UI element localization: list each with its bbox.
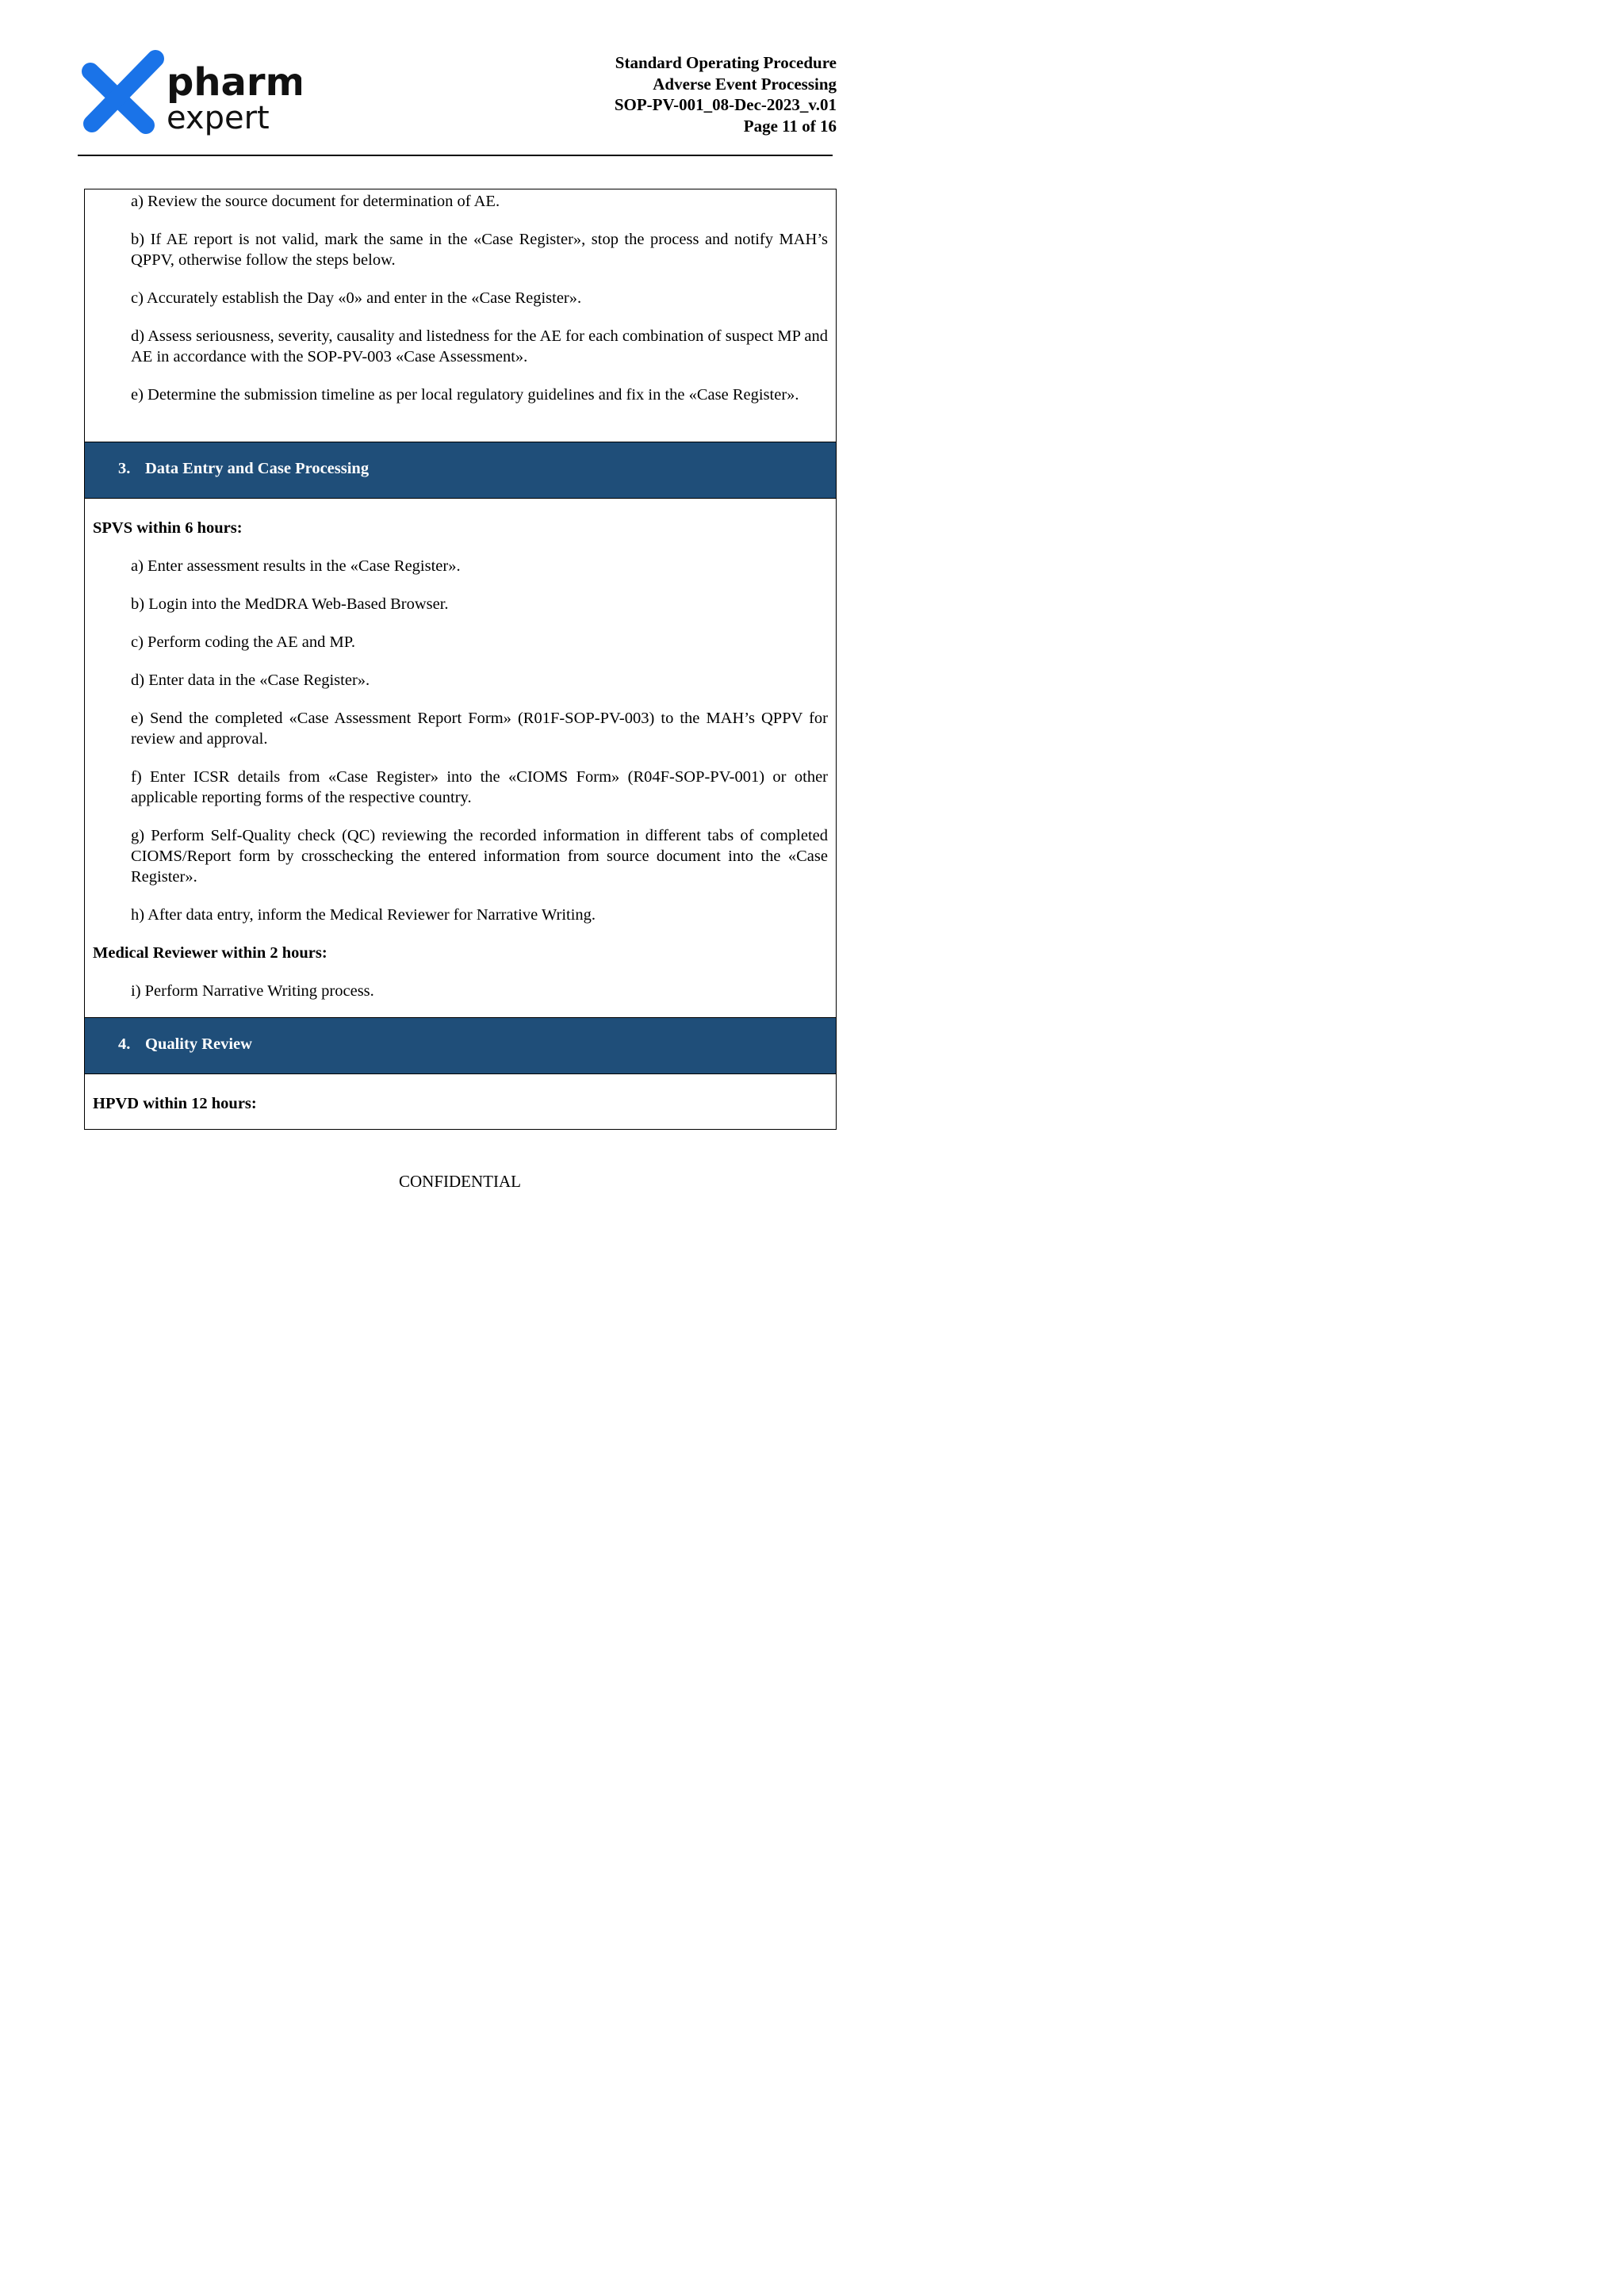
list-item: d) Enter data in the «Case Register». (131, 672, 370, 689)
section-header-4 (85, 1017, 836, 1074)
header-line-doc-id: SOP-PV-001_08-Dec-2023_v.01 (614, 95, 837, 114)
logo-text-top: pharm (167, 60, 301, 105)
section-title: Quality Review (145, 1035, 252, 1053)
header-line-subject: Adverse Event Processing (653, 74, 837, 94)
list-item: g) Perform Self-Quality check (QC) reviewing the recorded information in different tabs of completed CIOMS/Report form by crosschecking the entered information from source document into the «Case Register». (131, 827, 828, 886)
header-divider (78, 155, 833, 156)
list-item: e) Determine the submission timeline as per local regulatory guidelines and fix in the «Case Register». (131, 386, 799, 404)
logo-text-bottom: expert (167, 100, 270, 136)
role-heading: HPVD within 12 hours: (93, 1095, 257, 1112)
role-heading: Medical Reviewer within 2 hours: (93, 944, 327, 962)
procedure-table (84, 189, 837, 1130)
list-item: c) Perform coding the AE and MP. (131, 633, 355, 651)
list-item: d) Assess seriousness, severity, causality and listedness for the AE for each combination of suspect MP and AE in accordance with the SOP-PV-003 «Case Assessment». (131, 327, 828, 365)
header-line-title: Standard Operating Procedure (615, 53, 837, 72)
list-item: e) Send the completed «Case Assessment Report Form» (R01F-SOP-PV-003) to the MAH’s QPPV for review and approval. (131, 710, 828, 748)
list-item: a) Enter assessment results in the «Case Register». (131, 557, 461, 575)
list-item: f) Enter ICSR details from «Case Register» into the «CIOMS Form» (R04F-SOP-PV-001) or other applicable reporting forms of the respective country. (131, 768, 828, 806)
list-item: c) Accurately establish the Day «0» and enter in the «Case Register». (131, 289, 582, 307)
header-line-page: Page 11 of 16 (743, 116, 837, 136)
list-item: a) Review the source document for determination of AE. (131, 193, 500, 210)
company-logo (79, 49, 301, 136)
confidential-footer: CONFIDENTIAL (399, 1172, 521, 1191)
section-header-3 (85, 442, 836, 499)
section-title: Data Entry and Case Processing (145, 460, 370, 477)
document-header (615, 52, 837, 136)
section-number: 4. (118, 1035, 131, 1053)
section-number: 3. (118, 460, 131, 477)
list-item: b) If AE report is not valid, mark the same in the «Case Register», stop the process and notify MAH’s QPPV, otherwise follow the steps below. (131, 231, 828, 269)
list-item: b) Login into the MedDRA Web-Based Browser. (131, 595, 449, 613)
logo-x-mark-icon (79, 49, 301, 136)
list-item: h) After data entry, inform the Medical Reviewer for Narrative Writing. (131, 906, 596, 924)
role-heading: SPVS within 6 hours: (93, 519, 243, 537)
list-item: i) Perform Narrative Writing process. (131, 982, 374, 1000)
